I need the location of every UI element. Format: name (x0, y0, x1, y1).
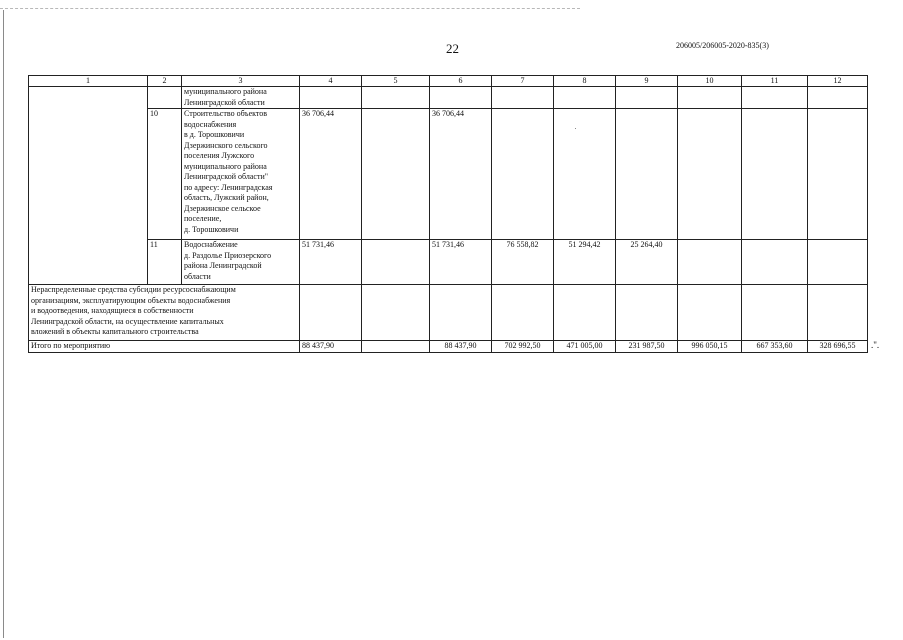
value-cell (554, 109, 616, 240)
column-header: 8 (554, 76, 616, 87)
value-cell: 36 706,44 (300, 109, 362, 240)
value-cell (430, 285, 492, 341)
value-cell (430, 87, 492, 109)
total-value: 328 696,55 (808, 341, 868, 353)
column-header: 2 (148, 76, 182, 87)
closing-quote-mark: .". (871, 340, 880, 350)
table-row (29, 109, 868, 240)
value-cell (678, 285, 742, 341)
document-code: 206005/206005-2020-835(3) (676, 41, 769, 50)
page-number: 22 (446, 41, 459, 56)
row-description: Строительство объектов водоснабжения в д. Торошковичи Дзержинского сельского поселения Лужского муниципального района Ленинградской области" по адресу: Ленинградская область, Лужский район, Дзержинское сельское поселение, д. Торошковичи (182, 109, 300, 240)
column-header: 5 (362, 76, 430, 87)
total-value: 88 437,90 (300, 341, 362, 353)
column-number-row (29, 76, 868, 87)
value-cell: 51 294,42 (554, 240, 616, 285)
value-cell (808, 109, 868, 240)
column-header: 11 (742, 76, 808, 87)
column-header: 10 (678, 76, 742, 87)
total-value: 231 987,50 (616, 341, 678, 353)
value-cell: 51 731,46 (300, 240, 362, 285)
value-cell (678, 87, 742, 109)
value-cell (808, 87, 868, 109)
value-cell (300, 87, 362, 109)
total-value: 471 005,00 (554, 341, 616, 353)
undistributed-funds-label: Нераспределенные средства субсидии ресурсоснабжающим организациям, эксплуатирующим объекты водоснабжения и водоотведения, находящиеся в собственности Ленинградской области, на осуществление капитальных вложений в объекты капитального строительства (29, 285, 300, 341)
row-index (148, 87, 182, 109)
column-header: 9 (616, 76, 678, 87)
value-cell (742, 109, 808, 240)
value-cell (554, 87, 616, 109)
value-cell (362, 87, 430, 109)
total-value: 702 992,50 (492, 341, 554, 353)
row-index: 11 (148, 240, 182, 285)
value-cell (362, 109, 430, 240)
total-value (362, 341, 430, 353)
value-cell: 51 731,46 (430, 240, 492, 285)
value-cell (362, 285, 430, 341)
value-cell (492, 285, 554, 341)
value-cell (742, 87, 808, 109)
value-cell (616, 87, 678, 109)
value-cell (616, 109, 678, 240)
column-header: 4 (300, 76, 362, 87)
column-header: 1 (29, 76, 148, 87)
table-row (29, 240, 868, 285)
column-header: 7 (492, 76, 554, 87)
column-header: 6 (430, 76, 492, 87)
value-cell (492, 109, 554, 240)
budget-table (28, 75, 868, 353)
table-row (29, 87, 868, 109)
value-cell (362, 240, 430, 285)
value-cell (554, 285, 616, 341)
value-cell: 25 264,40 (616, 240, 678, 285)
total-label: Итого по мероприятию (29, 341, 300, 353)
value-cell (808, 240, 868, 285)
row-description: Водоснабжение д. Раздолье Приозерского района Ленинградской области (182, 240, 300, 285)
value-cell: 76 558,82 (492, 240, 554, 285)
row-index: 10 (148, 109, 182, 240)
total-row (29, 341, 868, 353)
value-cell (742, 240, 808, 285)
value-cell (742, 285, 808, 341)
value-cell (678, 240, 742, 285)
scan-edge-top (0, 8, 580, 9)
undistributed-funds-row (29, 285, 868, 341)
column-header: 12 (808, 76, 868, 87)
value-cell (808, 285, 868, 341)
column-header: 3 (182, 76, 300, 87)
total-value: 667 353,60 (742, 341, 808, 353)
total-value: 996 050,15 (678, 341, 742, 353)
value-cell: 36 706,44 (430, 109, 492, 240)
value-cell (492, 87, 554, 109)
value-cell (300, 285, 362, 341)
value-cell (616, 285, 678, 341)
value-cell (678, 109, 742, 240)
total-value: 88 437,90 (430, 341, 492, 353)
scan-edge-left (3, 10, 4, 638)
row-description: муниципального района Ленинградской области (182, 87, 300, 109)
group-cell-empty (29, 87, 148, 285)
